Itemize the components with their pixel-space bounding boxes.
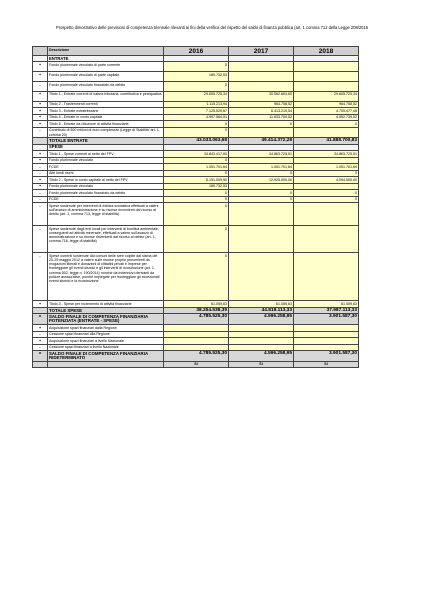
row-description: Titolo 4 - Entrate in conto capitale [48, 114, 164, 120]
value-2016: 34.843.417,60 [164, 151, 229, 157]
table-row [33, 203, 359, 226]
row-sign: - [33, 190, 48, 196]
value-2018: 0 [294, 196, 359, 202]
value-2016: 1.115.213,94 [164, 101, 229, 107]
value-2017: 49.414.372,28 [229, 138, 294, 144]
header-description: Descrizione [48, 47, 164, 56]
value-2017: 0 [229, 196, 294, 202]
table-row [33, 82, 359, 92]
row-sign: - [33, 170, 48, 176]
value-2018 [294, 127, 359, 138]
value-2016: 0 [164, 196, 229, 202]
row-description: Fondo pluriennale vincolato finanziato da debito [48, 190, 164, 196]
row-sign: + [33, 325, 48, 331]
row-description: Contributo di 500 milioni di euro complessivi (Legge di Stabilità' art. 1, comma 20) [48, 127, 164, 138]
value-2018: 1.051.701,64 [294, 164, 359, 170]
value-2018 [294, 62, 359, 72]
row-sign: + [33, 121, 48, 127]
row-description: FCDE [48, 164, 164, 170]
value-2016: 0 [164, 82, 229, 92]
row-description: Cessione spazi finanziari alla Regione [48, 331, 164, 337]
value-2018: 3.901.587,30 [294, 314, 359, 325]
value-2018: 37.987.113,33 [294, 307, 359, 313]
value-2017 [229, 82, 294, 92]
row-description: Spese sostenute per interventi di edilizia scolastica effettuati a valere sull'avanzo di amministrazione e su risorse rinvenienti dal ricorso al debito (art. 1, comma 713, legge di stabilità) [48, 203, 164, 226]
value-2017: 964.758,52 [229, 101, 294, 107]
row-description: TOTALE ENTRATE [48, 138, 164, 144]
value-2017: 0 [229, 170, 294, 176]
value-2017 [229, 62, 294, 72]
table-row [33, 252, 359, 301]
table-row [33, 225, 359, 252]
value-2016: 7.125.529,67 [164, 108, 229, 114]
budget-table [32, 46, 359, 368]
row-description: Titolo 1 - Entrate correnti di natura tributaria, contributiva e perequativa [48, 91, 164, 101]
value-2016: 0 [164, 190, 229, 196]
value-2017: 12.925.000,00 [229, 177, 294, 183]
row-sign: + [33, 101, 48, 107]
value-2017: 1.051.701,64 [229, 164, 294, 170]
value-2017: 34.863.725,51 [229, 151, 294, 157]
value-2018 [294, 72, 359, 82]
value-2016: 0 [164, 62, 229, 72]
row-description: Fondo pluriennale vincolato [48, 157, 164, 163]
row-description: Fondo pluriennale vincolato [48, 183, 164, 189]
value-2018 [294, 203, 359, 226]
row-sign: + [33, 72, 48, 82]
value-2018: 0 [294, 190, 359, 196]
value-2016: 38.254.538,39 [164, 307, 229, 313]
table-row [33, 314, 359, 325]
value-2016: 61.059,63 [164, 301, 229, 307]
value-2018: 29.605.725,34 [294, 91, 359, 101]
row-sign: - [33, 82, 48, 92]
value-2017: 4.596.258,95 [229, 314, 294, 325]
value-2017 [229, 127, 294, 138]
row-description [48, 361, 164, 367]
value-2016: 189.732,53 [164, 183, 229, 189]
row-description: SALDO FINALE DI COMPETENZA FINANZIARIA POTENZIATA (ENTRATE - SPESE) [48, 314, 164, 325]
row-sign: - [33, 196, 48, 202]
value-2018: 0 [294, 121, 359, 127]
value-2016: 43.033.063,68 [164, 138, 229, 144]
value-2016: 4.785.525,30 [164, 314, 229, 325]
table-row [33, 361, 359, 367]
value-2017 [229, 252, 294, 301]
row-description: Acquisizione spazi finanziari dalla Regione [48, 325, 164, 331]
value-2017: 44.818.113,33 [229, 307, 294, 313]
row-description: Cessione spazi finanziari a livello Nazionale [48, 344, 164, 350]
header-sign [33, 47, 48, 56]
row-description: Titolo 1 - Spese correnti al netto del FPV [48, 151, 164, 157]
row-description: Acquisizione spazi finanziari a livello Nazionale [48, 338, 164, 344]
row-sign: + [33, 177, 48, 183]
value-2017: 4.596.258,95 [229, 351, 294, 362]
row-sign: = [33, 351, 48, 362]
header-year-2017: 2017 [229, 47, 294, 56]
value-2017: 11.633.700,52 [229, 114, 294, 120]
row-sign: + [33, 91, 48, 101]
row-sign: - [33, 331, 48, 337]
value-2018: 34.863.725,51 [294, 151, 359, 157]
row-sign: - [33, 225, 48, 252]
value-2016: 5.151.009,90 [164, 177, 229, 183]
row-sign: + [33, 183, 48, 189]
row-description: Titolo 2 - Spese in conto capitale al netto del FPV [48, 177, 164, 183]
row-description: SPESE [48, 144, 164, 150]
value-2017: SI [229, 361, 294, 367]
row-description: ENTRATE [48, 56, 164, 62]
header-year-2018: 2018 [294, 47, 359, 56]
value-2016: 4.997.584,91 [164, 114, 229, 120]
row-sign: - [33, 252, 48, 301]
value-2018 [294, 252, 359, 301]
value-2016: 0 [164, 127, 229, 138]
value-2016: 189.732,53 [164, 72, 229, 82]
row-description: Spese correnti sostenute dai comuni delle aree colpite dal sisma del 20-29 maggio 2012 a valere sulle risorse proprie provenienti da erogazioni liberali e donazioni di cittadini privati e imprese per fronteggiare gli eventi sismici e gli interventi di ricostruzione (art. 1, comma 502, legge n. 190/2014) nonché da indennizzi derivanti da polizze assicurative, purché impiegate per fronteggiare gli eccezionali eventi sismici e la ricostruzione [48, 252, 164, 301]
row-sign: + [33, 108, 48, 114]
table-row [33, 127, 359, 138]
value-2016: SI [164, 361, 229, 367]
value-2018: 4.094.500,00 [294, 177, 359, 183]
value-2017 [229, 203, 294, 226]
value-2018: SI [294, 361, 359, 367]
value-2018: 0 [294, 170, 359, 176]
value-2016: 0 [164, 121, 229, 127]
value-2017: 0 [229, 190, 294, 196]
row-sign: + [33, 114, 48, 120]
value-2017: 0 [229, 121, 294, 127]
row-sign: + [33, 338, 48, 344]
row-description: Fondo pluriennale vincolato di parte corrente [48, 62, 164, 72]
row-sign: - [33, 344, 48, 350]
value-2016: 0 [164, 252, 229, 301]
table-header [33, 47, 359, 56]
value-2018: 4.705.477,45 [294, 108, 359, 114]
value-2018: 964.758,52 [294, 101, 359, 107]
value-2018: 4.592.739,52 [294, 114, 359, 120]
table-row [33, 91, 359, 101]
value-2018 [294, 225, 359, 252]
row-description: Titolo 2 - Trasferimenti correnti [48, 101, 164, 107]
row-sign: - [33, 127, 48, 138]
row-description: FCDE [48, 196, 164, 202]
row-description: Fondo pluriennale vincolato di parte capitale [48, 72, 164, 82]
row-sign [33, 361, 48, 367]
row-description: Titolo 3 - Spese per incremento di attività finanziarie [48, 301, 164, 307]
row-sign: + [33, 301, 48, 307]
row-description: Titolo 5 - Entrate da riduzione di attività finanziarie [48, 121, 164, 127]
table-row [33, 62, 359, 72]
row-description: TOTALE SPESE [48, 307, 164, 313]
value-2016: 1.051.701,64 [164, 164, 229, 170]
table-row [33, 72, 359, 82]
header-year-2016: 2016 [164, 47, 229, 56]
value-2018: 3.901.587,30 [294, 351, 359, 362]
value-2016: 29.605.725,34 [164, 91, 229, 101]
value-2017 [229, 225, 294, 252]
value-2017: 30.062.663,60 [229, 91, 294, 101]
row-sign: + [33, 62, 48, 72]
value-2018: 61.059,63 [294, 301, 359, 307]
row-sign: + [33, 151, 48, 157]
row-sign: + [33, 157, 48, 163]
value-2016: 0 [164, 203, 229, 226]
row-description: Fondo pluriennale vincolato finanziato da debito [48, 82, 164, 92]
value-2018 [294, 82, 359, 92]
value-2018: 41.888.700,83 [294, 138, 359, 144]
row-description: SALDO FINALE DI COMPETENZA FINANZIARIA RIDETERMINATO [48, 351, 164, 362]
table-row [33, 351, 359, 362]
row-sign: = [33, 314, 48, 325]
value-2017 [229, 72, 294, 82]
row-description: Altri fondi rischi [48, 170, 164, 176]
row-sign: - [33, 164, 48, 170]
value-2017: 6.413.219,54 [229, 108, 294, 114]
document-title: Prospetto dimostrativo delle previsioni di competenza triennale rilevanti ai fini della verifica del rispetto del saldo di finanza pubblica (art. 1 comma 712 della Legge 208/2015 [56, 25, 368, 30]
value-2016: 0 [164, 225, 229, 252]
row-sign: - [33, 203, 48, 226]
value-2017: 61.059,63 [229, 301, 294, 307]
row-description: Titolo 3 - Entrate extratributarie [48, 108, 164, 114]
row-description: Spese sostenute dagli enti locali per interventi di bonifica ambientale, conseguenti ad attività minerarie, effettuati a valere sull'avanzo di amministrazione e su risorse rinvenienti dal ricorso al debito (art. 1, comma 716, legge di stabilità) [48, 225, 164, 252]
value-2016: 0 [164, 157, 229, 163]
value-2016: 0 [164, 170, 229, 176]
value-2016: 4.785.525,30 [164, 351, 229, 362]
